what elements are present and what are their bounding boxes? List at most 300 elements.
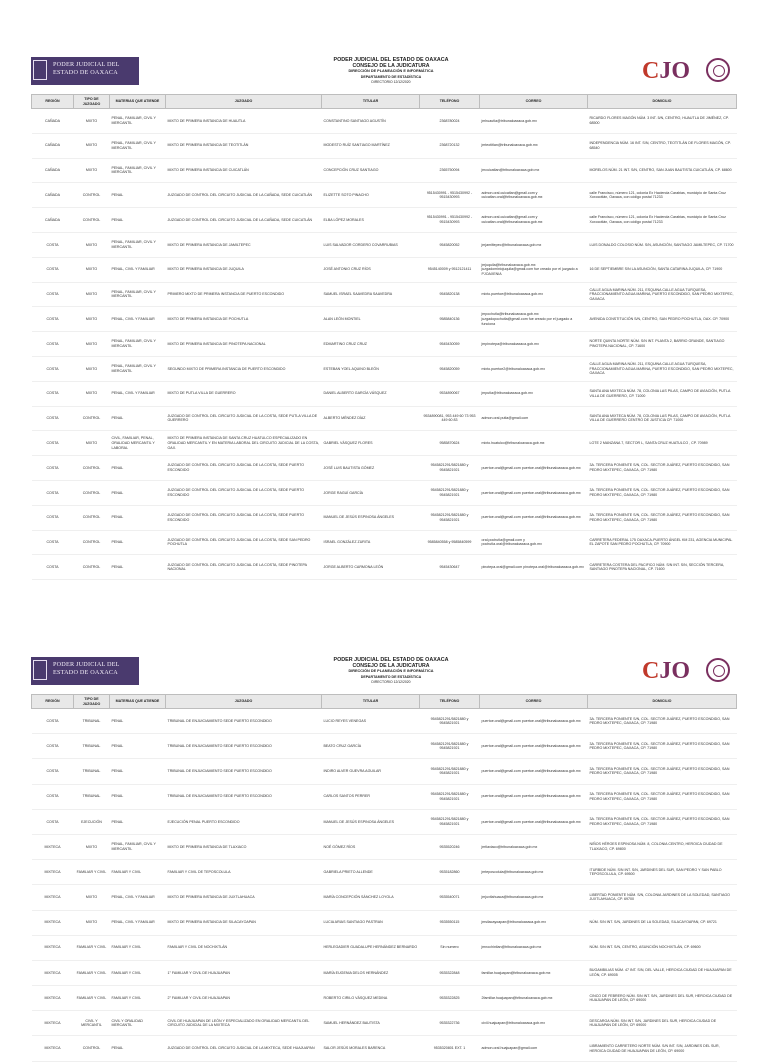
cell-email: puertoe.oral@gmail.com puertoe.oral@tribunaloaxaca.gob.mx [480, 456, 588, 481]
table-row [32, 759, 737, 784]
cell-subjects: FAMILIAR Y CIVIL [110, 860, 166, 885]
directory-table [31, 694, 737, 1062]
cell-court: FAMILIAR Y CIVIL DE NOCHIXTLÁN [166, 935, 322, 960]
table-row [32, 307, 737, 332]
cell-address: INDEPENDENCIA NÚM. 16 INT. S/N, CENTRO, TEOTITLÁN DE FLORES MAGÓN, CP. 68540 [588, 133, 737, 158]
cell-court: JUZGADO DE CONTROL DEL CIRCUITO JUDICIAL DE LA COSTA, SEDE PUERTO ESCONDIDO [166, 480, 322, 505]
cell-address: 3A. TERCERA PONIENTE S/N, COL. SECTOR JUÁREZ, PUERTO ESCONDIDO, SAN PEDRO MIXTEPEC, OAXACA, CP. 71980 [588, 734, 737, 759]
cell-phone: 9585840136 [420, 307, 480, 332]
cell-address: NIÑOS HÉROES ESPINOSA NÚM. 8, COLONIA CENTRO, HEROICA CIUDAD DE TLAXIACO, CP. 69800 [588, 834, 737, 859]
cell-subjects: PENAL, FAMILIAR, CIVIL Y MERCANTIL [110, 109, 166, 134]
cell-region: COSTA [32, 406, 74, 431]
cell-phone: 9585840558 y 9585840599 [420, 530, 480, 555]
column-header-court-type: TIPO DE JUZGADO [74, 95, 110, 109]
cell-titular: SAMUEL ISRAEL SAAVEDRA SAAVEDRA [322, 282, 420, 307]
cell-court-type: CONTROL [74, 456, 110, 481]
cell-address: calle Francisco, número 121, colonia Ex Hacienda Carabias, municipio de Santa Cruz Xoxocotlán, Oaxaca, con código postal 71233 [588, 183, 737, 208]
cell-phone: 9585870624 [420, 431, 480, 456]
state-seal-icon [706, 58, 730, 82]
cell-court-type: TRIBUNAL [74, 784, 110, 809]
cell-phone: 9545821291/5821880 y 9545821921 [420, 784, 480, 809]
cjo-logo [642, 56, 730, 86]
cell-court: MIXTO DE PRIMERA INSTANCIA DE HUAUTLA [166, 109, 322, 134]
cell-titular: CARLOS SANTOS PERRER [322, 784, 420, 809]
table-row [32, 232, 737, 257]
table-row [32, 555, 737, 580]
logo-line-1: PODER JUDICIAL DEL [53, 61, 120, 68]
cell-titular: ROBERTO CIRILO VÁSQUEZ MEDINA [322, 986, 420, 1011]
cell-address: 3A. TERCERA PONIENTE S/N, COL. SECTOR JUÁREZ, PUERTO ESCONDIDO, SAN PEDRO MIXTEPEC, OAXACA, CP. 71980 [588, 480, 737, 505]
cell-court: MIXTO DE PRIMERA INSTANCIA DE PINOTEPA NACIONAL [166, 332, 322, 357]
table-row [32, 158, 737, 183]
cell-address: 3A. TERCERA PONIENTE S/N, COL. SECTOR JUÁREZ, PUERTO ESCONDIDO, SAN PEDRO MIXTEPEC, OAXACA, CP. 71980 [588, 456, 737, 481]
cell-region: COSTA [32, 381, 74, 406]
cell-court-type: CONTROL [74, 208, 110, 233]
cell-court-type: MIXTO [74, 356, 110, 381]
cell-address: LIBERTAD PONIENTE NÚM. S/N, COLONIA JARDINES DE LA SOLEDAD, SANTIAGO JUXTLAHUACA, CP. 69700 [588, 885, 737, 910]
cell-region: COSTA [32, 809, 74, 834]
cell-region: MIXTECA [32, 1036, 74, 1061]
cell-titular: ALBERTO MÉNDEZ DÍAZ [322, 406, 420, 431]
cell-phone: 9515430991 - 9515430992 - 9515430993 [420, 183, 480, 208]
cell-titular: GABRIELA PRIETO ALLENDE [322, 860, 420, 885]
cell-phone: 9545820138 [420, 282, 480, 307]
cell-address: AVENIDA CONSTITUCIÓN S/N, CENTRO, SAN PEDRO POCHUTLA, OAX. CP. 70900 [588, 307, 737, 332]
cell-titular: CONSTANTINO SANTIAGO AGUSTÍN [322, 109, 420, 134]
cell-address: 3A. TERCERA PONIENTE S/N, COL. SECTOR JUÁREZ, PUERTO ESCONDIDO, SAN PEDRO MIXTEPEC, OAXACA, CP. 71980 [588, 709, 737, 734]
cell-email: admon.oral.cuicatlan@gmail.com y cuicatlan.oral@tribunaloaxaca.gob.mx [480, 183, 588, 208]
cell-titular: ISRAEL GONZÁLEZ ZURITA [322, 530, 420, 555]
table-row [32, 431, 737, 456]
cell-phone: 9534890081, 953 449 60 73 953 449 60 83 [420, 406, 480, 431]
cell-region: COSTA [32, 530, 74, 555]
table-body [32, 109, 737, 580]
cell-region: MIXTECA [32, 1011, 74, 1036]
cell-titular: LUCIO REYES VENEGAS [322, 709, 420, 734]
cell-subjects: PENAL, FAMILIAR, CIVIL Y MERCANTIL [110, 158, 166, 183]
table-row [32, 734, 737, 759]
cell-titular: GABRIEL VÁSQUEZ FLORES [322, 431, 420, 456]
cell-titular: CONCEPCIÓN CRUZ SANTIAGO [322, 158, 420, 183]
cell-subjects: PENAL [110, 505, 166, 530]
cell-court: CIVIL DE HUAJUAPAN DE LEÓN Y ESPECIALIZADO EN ORALIDAD MERCANTIL DEL CIRCUITO JUDICIAL DE LA MIXTECA [166, 1011, 322, 1036]
cell-email: familiar.huajuapan@tribunaloaxaca.gob.mx [480, 960, 588, 985]
cell-subjects: PENAL [110, 406, 166, 431]
cell-court-type: MIXTO [74, 133, 110, 158]
cell-court: MIXTO DE PRIMERA INSTANCIA DE POCHUTLA [166, 307, 322, 332]
cell-address: CALLE AGUA MARINA NÚM. 211, ESQUINA CALLE AGUA TURQUESA, FRACCIONAMIENTO AGUA MARINA, PUERTO ESCONDIDO, SAN PEDRO MIXTEPEC, OAXACA [588, 356, 737, 381]
cell-region: CAÑADA [32, 183, 74, 208]
table-row [32, 208, 737, 233]
cell-subjects: PENAL [110, 759, 166, 784]
cell-court: MIXTO DE PRIMERA INSTANCIA DE CUICATLÁN [166, 158, 322, 183]
cell-region: CAÑADA [32, 109, 74, 134]
cell-phone: 9545821291/5821880 y 9545821921 [420, 480, 480, 505]
cell-court: TRIBUNAL DE ENJUICIAMIENTO SEDE PUERTO ESCONDIDO [166, 734, 322, 759]
cell-titular: ALAN LEÓN MONTIEL [322, 307, 420, 332]
column-header-phone: TELÉFONO [420, 95, 480, 109]
cell-titular: ESTEBAN YOEL AQUINO BLEÓN [322, 356, 420, 381]
cell-phone: 2368720132 [420, 133, 480, 158]
cell-address: RICARDO FLORES MAGÓN NÚM. 3 INT. 5/N, CENTRO, HUAUTLA DE JIMÉNEZ, CP. 68500 [588, 109, 737, 134]
cell-region: MIXTECA [32, 885, 74, 910]
cell-titular: EDMARTINO CRUZ CRUZ [322, 332, 420, 357]
cell-email: puertoe.oral@gmail.com puertoe.oral@tribunaloaxaca.gob.mx [480, 784, 588, 809]
cell-email: jmteposcolula@tribunaloaxaca.gob.mx [480, 860, 588, 885]
cell-address: calle Francisco, número 121, colonia Ex Hacienda Carabias, municipio de Santa Cruz Xoxocotlán, Oaxaca, con código postal 71233 [588, 208, 737, 233]
cell-region: CAÑADA [32, 133, 74, 158]
cell-court: MIXTO DE PRIMERA INSTANCIA DE SANTA CRUZ HUATULCO ESPECIALIZADO EN ORALIDAD MERCANTIL Y EN MATERIA LABORAL DEL CIRCUITO JUDICIAL DE LA COSTA, OAX. [166, 431, 322, 456]
cell-court: EJECUCIÓN PENAL PUERTO ESCONDIDO [166, 809, 322, 834]
cell-address: BUGAMBILIAS NÚM. 47 INT. S/N, DEL VALLE, HEROICA CIUDAD DE HUAJUAPAN DE LEÓN, CP. 69005 [588, 960, 737, 985]
cell-phone: 9545430059 [420, 332, 480, 357]
cell-region: COSTA [32, 759, 74, 784]
cell-court-type: CONTROL [74, 530, 110, 555]
cell-subjects: PENAL [110, 183, 166, 208]
cell-phone: 9545820059 [420, 356, 480, 381]
cell-court: PRIMERO MIXTO DE PRIMERA INSTANCIA DE PUERTO ESCONDIDO [166, 282, 322, 307]
cell-region: COSTA [32, 734, 74, 759]
cell-region: COSTA [32, 784, 74, 809]
cell-court: JUZGADO DE CONTROL DEL CIRCUITO JUDICIAL DE LA COSTA, SEDE PINOTEPA NACIONAL [166, 555, 322, 580]
cell-address: MORELOS NÚM. 21 INT. S/N, CENTRO, SAN JUAN BAUTISTA CUICATLÁN, CP. 68600 [588, 158, 737, 183]
directory-page-2 [31, 656, 736, 1062]
cell-email: jmpinotepa@tribunaloaxaca.gob.mx [480, 332, 588, 357]
table-row [32, 885, 737, 910]
cell-titular: DANIEL ALBERTO GARCÍA VÁSQUEZ [322, 381, 420, 406]
column-header-court-type: TIPO DE JUZGADO [74, 695, 110, 709]
title-line-2: CONSEJO DE LA JUDICATURA [352, 662, 430, 669]
cell-court: MIXTO DE PUTLA VILLA DE GUERRERO [166, 381, 322, 406]
cell-address: CARRETERA FEDERAL 175 OAXACA-PUERTO ÁNGEL KM 231, AGENCIA MUNICIPAL EL ZAPOTE SAN PEDRO POCHUTLA, CP. 70900 [588, 530, 737, 555]
title-line-4: DEPARTAMENTO DE ESTADÍSTICA [360, 674, 422, 679]
cell-subjects: FAMILIAR Y CIVIL [110, 986, 166, 1011]
cell-court-type: TRIBUNAL [74, 709, 110, 734]
cell-court-type: CONTROL [74, 480, 110, 505]
title-line-5: DIRECTORIO 12/12/2020 [371, 80, 411, 85]
pjeo-logo [31, 57, 139, 85]
cell-titular: JORGE ALBERTO CARMONA LEÓN [322, 555, 420, 580]
cell-court: JUZGADO DE CONTROL DEL CIRCUITO JUDICIAL DE LA COSTA, SEDE PUERTO ESCONDIDO [166, 456, 322, 481]
cell-subjects: FAMILIAR Y CIVIL [110, 960, 166, 985]
cell-email: puertoe.oral@gmail.com puertoe.oral@tribunaloaxaca.gob.mx [480, 759, 588, 784]
cell-court-type: FAMILIAR Y CIVIL [74, 960, 110, 985]
table-row [32, 282, 737, 307]
cell-email: admon.oral.putla@gmail.com [480, 406, 588, 431]
cell-region: MIXTECA [32, 986, 74, 1011]
page-title [271, 58, 511, 86]
cell-titular: LUCIA ARIAS SANTIAGO PASTRAN [322, 910, 420, 935]
cell-address: CINCO DE FEBRERO NÚM. S/N INT. S/N, JARDINES DEL SUR, HEROICA CIUDAD DE HUAJUAPAN DE LEÓN, CP. 69000 [588, 986, 737, 1011]
cell-titular: SAMUEL HERNÁNDEZ BAUTISTA [322, 1011, 420, 1036]
cell-email: pinotepa.oral@gmail.com pinotepa.oral@tribunaloaxaca.gob.mx [480, 555, 588, 580]
cell-court-type: MIXTO [74, 910, 110, 935]
cjo-c-icon: C [642, 658, 660, 684]
cell-address: NORTE QUINTA NORTE NÚM. S/N INT. PLANTA 2, BARRIO GRANDE, SANTIAGO PINOTEPA NACIONAL, CP. 71600 [588, 332, 737, 357]
cell-court-type: CONTROL [74, 505, 110, 530]
cell-region: COSTA [32, 480, 74, 505]
cell-subjects: PENAL [110, 809, 166, 834]
cell-subjects: PENAL [110, 734, 166, 759]
cell-phone: 9535520246 [420, 834, 480, 859]
cell-subjects: PENAL, FAMILIAR, CIVIL Y MERCANTIL [110, 834, 166, 859]
page-header [31, 656, 736, 694]
cell-subjects: FAMILIAR Y CIVIL [110, 935, 166, 960]
column-header-phone: TELÉFONO [420, 695, 480, 709]
cell-subjects: PENAL, CIVIL Y FAMILIAR [110, 307, 166, 332]
title-line-4: DEPARTAMENTO DE ESTADÍSTICA [360, 74, 422, 79]
cell-court: SEGUNDO MIXTO DE PRIMERA INSTANCIA DE PUERTO ESCONDIDO [166, 356, 322, 381]
cell-phone: 9545821291/5821880 y 9545821921 [420, 809, 480, 834]
table-header-row [32, 95, 737, 109]
table-row [32, 834, 737, 859]
cell-subjects: CIVIL Y ORALIDAD MERCANTIL [110, 1011, 166, 1036]
cell-subjects: PENAL [110, 1036, 166, 1061]
cell-subjects: PENAL [110, 530, 166, 555]
cell-email: mixto.puertoe@tribunaloaxaca.gob.mx [480, 282, 588, 307]
cell-region: MIXTECA [32, 860, 74, 885]
cell-subjects: PENAL, CIVIL Y FAMILIAR [110, 910, 166, 935]
table-row [32, 709, 737, 734]
column-header-email: CORREO [480, 95, 588, 109]
title-line-3: DIRECCIÓN DE PLANEACIÓN E INFORMÁTICA [348, 69, 434, 74]
cell-email: jmjuxtlahuaca@tribunaloaxaca.gob.mx [480, 885, 588, 910]
cell-subjects: PENAL [110, 555, 166, 580]
column-header-court: JUZGADO [166, 695, 322, 709]
cell-phone: 2368780024 [420, 109, 480, 134]
cell-subjects: PENAL [110, 784, 166, 809]
title-line-1: PODER JUDICIAL DEL ESTADO DE OAXACA [333, 657, 449, 663]
cell-phone: 9534890067 [420, 381, 480, 406]
cell-court-type: MIXTO [74, 307, 110, 332]
cell-phone: 9535550115 [420, 910, 480, 935]
cell-court: JUZGADO DE CONTROL DEL CIRCUITO JUDICIAL DE LA CAÑADA, SEDE CUICATLÁN [166, 208, 322, 233]
pjeo-logo [31, 657, 139, 685]
cell-phone: 2365750094 [420, 158, 480, 183]
cell-court-type: CONTROL [74, 183, 110, 208]
cell-email: oral.pochutla@gmail.com y pochutla.oral@tribunaloaxaca.gob.mx [480, 530, 588, 555]
table-row [32, 1011, 737, 1036]
cell-court: JUZGADO DE CONTROL DEL CIRCUITO JUDICIAL DE LA COSTA, SEDE SAN PEDRO POCHUTLA [166, 530, 322, 555]
cell-court-type: CONTROL [74, 555, 110, 580]
cell-court: MIXTO DE PRIMERA INSTANCIA DE SILACAYOAPAN [166, 910, 322, 935]
cell-region: COSTA [32, 505, 74, 530]
cjo-logo-text: JO [659, 58, 691, 84]
cell-court-type: TRIBUNAL [74, 734, 110, 759]
cell-phone: 9535322736 [420, 1011, 480, 1036]
cell-subjects: PENAL, FAMILIAR, CIVIL Y MERCANTIL [110, 133, 166, 158]
table-row [32, 183, 737, 208]
table-row [32, 109, 737, 134]
cell-phone: 9535322825 [420, 986, 480, 1011]
table-row [32, 910, 737, 935]
cell-address: SANTA ANA MIXTECA NÚM. 78, COLONIA LAS PILAS, CAMPO DE AVIACIÓN, PUTLA VILLA DE GUERRERO CENTRO DE JUSTICIA CP. 71000 [588, 406, 737, 431]
cell-address: 3A. TERCERA PONIENTE S/N, COL. SECTOR JUÁREZ, PUERTO ESCONDIDO, SAN PEDRO MIXTEPEC, OAXACA, CP. 71980 [588, 505, 737, 530]
table-row [32, 530, 737, 555]
table-row [32, 505, 737, 530]
cell-phone: 9545821291/5821880 y 9545821921 [420, 505, 480, 530]
column-header-address: DOMICILIO [588, 695, 737, 709]
cell-email: puertoe.oral@gmail.com puertoe.oral@tribunaloaxaca.gob.mx [480, 480, 588, 505]
cell-phone: 9535540071 [420, 885, 480, 910]
cell-subjects: PENAL, FAMILIAR, CIVIL Y MERCANTIL [110, 356, 166, 381]
cell-titular: MANUEL DE JESÚS ESPINOSA ÁNGELES [322, 505, 420, 530]
cell-email: puertoe.oral@gmail.com puertoe.oral@tribunaloaxaca.gob.mx [480, 505, 588, 530]
court-seal-icon [33, 60, 47, 80]
table-row [32, 332, 737, 357]
cell-address: SANTA ANA MIXTECA NÚM. 78, COLONIA LAS PILAS, CAMPO DE AVIACIÓN, PUTLA VILLA DE GUERRERO, CP. 71000 [588, 381, 737, 406]
cell-region: CAÑADA [32, 158, 74, 183]
cell-email: jmjamiltepec@tribunaloaxaca.gob.mx [480, 232, 588, 257]
column-header-region: REGIÓN [32, 695, 74, 709]
table-row [32, 1036, 737, 1061]
cell-court-type: FAMILIAR Y CIVIL [74, 860, 110, 885]
cell-court-type: MIXTO [74, 381, 110, 406]
cell-titular: HERLEGADIER GUADALUPE HERNÁNDEZ BERNARDO [322, 935, 420, 960]
cell-region: MIXTECA [32, 935, 74, 960]
cell-subjects: PENAL, CIVIL Y FAMILIAR [110, 381, 166, 406]
cell-titular: MARÍA EUGENIA DELOS HERNÁNDEZ [322, 960, 420, 985]
cell-subjects: PENAL, CIVIL Y FAMILIAR [110, 257, 166, 282]
table-row [32, 809, 737, 834]
cell-titular: SALOR JESÚS MORALES BARENCA [322, 1036, 420, 1061]
cell-titular: ELIZETTE SOTO PINACHO [322, 183, 420, 208]
table-row [32, 860, 737, 885]
column-header-titular: TITULAR [322, 95, 420, 109]
cell-subjects: PENAL [110, 456, 166, 481]
cell-subjects: PENAL [110, 208, 166, 233]
cell-address: 3A. TERCERA PONIENTE S/N, COL. SECTOR JUÁREZ, PUERTO ESCONDIDO, SAN PEDRO MIXTEPEC, OAXACA, CP. 71980 [588, 809, 737, 834]
cell-region: COSTA [32, 307, 74, 332]
cell-court: MIXTO DE PRIMERA INSTANCIA DE JUQUILA [166, 257, 322, 282]
cell-address: ITURBIDE NÚM. S/N INT. S/N, JARDINES DEL SUR, SAN PEDRO Y SAN PABLO TEPOSCOLULA, CP. 69500 [588, 860, 737, 885]
cell-court-type: MIXTO [74, 885, 110, 910]
column-header-court: JUZGADO [166, 95, 322, 109]
cell-phone: Sin numero [420, 935, 480, 960]
cell-titular: JOSÉ ANTONIO CRUZ RÍOS [322, 257, 420, 282]
cell-email: admon.oral.cuicatlan@gmail.com y cuicatlan.oral@tribunaloaxaca.gob.mx [480, 208, 588, 233]
cell-titular: MANUEL DE JESÚS ESPINOSA ÁNGELES [322, 809, 420, 834]
cell-region: COSTA [32, 332, 74, 357]
cell-court: TRIBUNAL DE ENJUICIAMIENTO SEDE PUERTO ESCONDIDO [166, 759, 322, 784]
court-seal-icon [33, 660, 47, 680]
cjo-logo-text: JO [659, 658, 691, 684]
table-header-row [32, 695, 737, 709]
cell-court-type: MIXTO [74, 431, 110, 456]
state-seal-icon [706, 658, 730, 682]
cell-region: MIXTECA [32, 960, 74, 985]
title-line-5: DIRECTORIO 12/12/2020 [371, 680, 411, 685]
cell-titular: INDIRO ALVER GUEVRA AGUILAR [322, 759, 420, 784]
cell-titular: MARÍA CONCEPCIÓN SÁNCHEZ LOYOLA [322, 885, 420, 910]
cell-email: jmnochixtlan@tribunaloaxaca.gob.mx [480, 935, 588, 960]
table-row [32, 986, 737, 1011]
cell-court: 1° FAMILIAR Y CIVIL DE HUAJUAPAN [166, 960, 322, 985]
cell-court: TRIBUNAL DE ENJUICIAMIENTO SEDE PUERTO ESCONDIDO [166, 784, 322, 809]
cell-region: COSTA [32, 555, 74, 580]
cell-court: MIXTO DE PRIMERA INSTANCIA DE TLAXIACO [166, 834, 322, 859]
cell-phone: 9535182860 [420, 860, 480, 885]
column-header-subjects: MATERIAS QUE ATIENDE [110, 95, 166, 109]
logo-line-2: ESTADO DE OAXACA [53, 69, 118, 76]
directory-page-1 [31, 56, 736, 580]
cell-titular: JOSÉ LUIS BAUTISTA GÓMEZ [322, 456, 420, 481]
cell-region: COSTA [32, 257, 74, 282]
cell-address: NÚM. S/N INT. S/N, JARDINES DE LA SOLEDAD, SILACAYOAPAN, CP. 69721 [588, 910, 737, 935]
table-row [32, 381, 737, 406]
logo-line-2: ESTADO DE OAXACA [53, 669, 118, 676]
cell-court-type: MIXTO [74, 109, 110, 134]
cell-email: civil.huajuapan@tribunaloaxaca.gob.mx [480, 1011, 588, 1036]
cell-address: DESCARGA NÚM. S/N INT. S/N, JARDINES DEL SUR, HEROICA CIUDAD DE HUAJUAPAN DE LEÓN, CP. 69000 [588, 1011, 737, 1036]
cell-email: 2familiar.huajuapan@tribunaloaxaca.gob.mx [480, 986, 588, 1011]
cell-phone: 9545820052 [420, 232, 480, 257]
cell-subjects: PENAL, FAMILIAR, CIVIL Y MERCANTIL [110, 232, 166, 257]
table-row [32, 406, 737, 431]
cell-court-type: CIVIL Y MERCANTIL [74, 1011, 110, 1036]
cell-court-type: MIXTO [74, 257, 110, 282]
cell-titular: MODESTO RUÍZ SANTIAGO MARTÍNEZ [322, 133, 420, 158]
cell-email: admon.oral.huajuapan@gmail.com [480, 1036, 588, 1061]
cjo-c-icon: C [642, 58, 660, 84]
cell-subjects: PENAL, FAMILIAR, CIVIL Y MERCANTIL [110, 282, 166, 307]
table-row [32, 480, 737, 505]
cell-court-type: MIXTO [74, 332, 110, 357]
cell-region: COSTA [32, 282, 74, 307]
title-line-2: CONSEJO DE LA JUDICATURA [352, 62, 430, 69]
cell-phone: 9535320801 EXT. 1 [420, 1036, 480, 1061]
cell-subjects: PENAL, CIVIL Y FAMILIAR [110, 885, 166, 910]
cell-court-type: FAMILIAR Y CIVIL [74, 986, 110, 1011]
cell-subjects: PENAL [110, 709, 166, 734]
cell-court-type: MIXTO [74, 232, 110, 257]
cell-email: mixto.huatulco@tribunaloaxaca.gob.mx [480, 431, 588, 456]
table-body [32, 709, 737, 1062]
cell-titular: JORGE RAGUÍ GARCÍA [322, 480, 420, 505]
cell-email: jmpochutla@tribunaloaxaca.gob.mx juzgadopochutla@gmail.com fue creado por el juzgado a funciona [480, 307, 588, 332]
cell-region: MIXTECA [32, 834, 74, 859]
cell-court: FAMILIAR Y CIVIL DE TEPOSCOLULA [166, 860, 322, 885]
cell-court: 2° FAMILIAR Y CIVIL DE HUAJUAPAN [166, 986, 322, 1011]
cell-titular: NOÉ GÓMEZ RÍOS [322, 834, 420, 859]
cell-phone: 9545821291/5821880 y 9545821921 [420, 709, 480, 734]
cell-court-type: FAMILIAR Y CIVIL [74, 935, 110, 960]
cell-phone: 9545140009 y 9512121411 [420, 257, 480, 282]
cell-region: COSTA [32, 431, 74, 456]
cell-phone: 9545430647 [420, 555, 480, 580]
column-header-region: REGIÓN [32, 95, 74, 109]
cell-phone: 9515430991 - 9515430992 - 9515430993 [420, 208, 480, 233]
cell-address: 3A. TERCERA PONIENTE S/N, COL. SECTOR JUÁREZ, PUERTO ESCONDIDO, SAN PEDRO MIXTEPEC, OAXACA, CP. 71980 [588, 759, 737, 784]
cell-email: jmhuautla@tribunaloaxaca.gob.mx [480, 109, 588, 134]
cell-court-type: EJECUCIÓN [74, 809, 110, 834]
cell-email: puertoe.oral@gmail.com puertoe.oral@tribunaloaxaca.gob.mx [480, 809, 588, 834]
cell-court-type: CONTROL [74, 1036, 110, 1061]
cell-phone: 9545821291/5821880 y 9545821921 [420, 456, 480, 481]
cell-email: jmcuicatlan@tribunaloaxaca.gob.mx [480, 158, 588, 183]
table-row [32, 960, 737, 985]
cell-email: jmputla@tribunaloaxaca.gob.mx [480, 381, 588, 406]
cjo-logo [642, 656, 730, 686]
title-line-1: PODER JUDICIAL DEL ESTADO DE OAXACA [333, 57, 449, 63]
cell-court-type: MIXTO [74, 834, 110, 859]
directory-table [31, 94, 737, 580]
cell-phone: 9535322848 [420, 960, 480, 985]
cell-address: LOTE 2 MANZANA 7, SECTOR L, SANTA CRUZ HUATULCO , CP. 70989 [588, 431, 737, 456]
cell-address: LIBRAMIENTO CARRETERO NORTE NÚM. S/N INT. S/N, JARDINES DEL SUR, HEROICA CIUDAD DE HUAJUAPAN DE LEÓN, CP. 69000 [588, 1036, 737, 1061]
cell-court: JUZGADO DE CONTROL DEL CIRCUITO JUDICIAL DE LA COSTA, SEDE PUERTO ESCONDIDO [166, 505, 322, 530]
cell-email: puertoe.oral@gmail.com puertoe.oral@tribunaloaxaca.gob.mx [480, 734, 588, 759]
